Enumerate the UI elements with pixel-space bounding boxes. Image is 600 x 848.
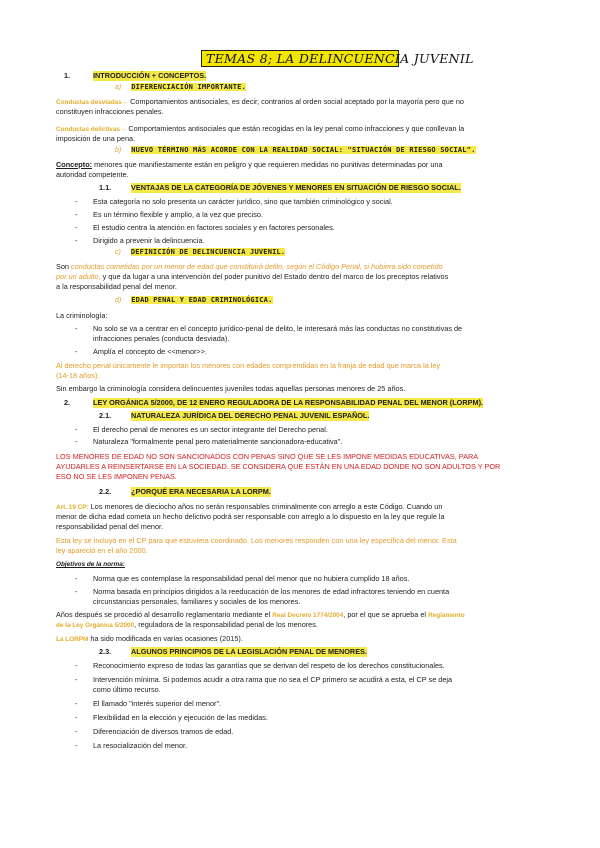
subsection-d-letter: d) (115, 297, 122, 304)
section-1-number: 1. (64, 71, 71, 80)
conductas-desviadas (56, 97, 550, 108)
bullet-dash: - (75, 236, 78, 245)
ventaja-item: Dirigido a prevenir la delincuencia. (93, 236, 205, 245)
section-2-3-title: ALGUNOS PRINCIPIOS DE LA LEGISLACIÓN PENAL DE MENORES. (131, 647, 367, 656)
anos-text-3: , reguladora de la responsabilidad penal de los menores. (134, 620, 318, 629)
conductas-delictivas-cont: imposición de una pena. (56, 134, 136, 143)
real-decreto-label: Real Decreto 1774/2004 (272, 612, 344, 619)
conductas-delictivas-label: Conductas delictivas→ (56, 126, 127, 133)
principio-item: La resocialización del menor. (93, 741, 188, 750)
conductas-desviadas-text: Comportamientos antisociales, es decir, contrarios al orden social aceptado por la mayoría pero que no (128, 97, 464, 106)
bullet-dash: - (75, 699, 78, 708)
objetivos-label (56, 560, 550, 570)
definicion-line-3: a la responsabilidad penal del menor. (56, 282, 177, 291)
subsection-a (115, 83, 246, 93)
bullet-dash: - (75, 347, 78, 356)
red-note-line-2: AYUDARLES A REINSERTARSE EN LA SOCIEDAD. SE CONSIDERA QUE ESTÁN EN UNA EDAD DONDE NO SON ADULTOS Y POR (56, 462, 501, 471)
ventaja-item: El estudio centra la atención en factores sociales y en factores personales. (93, 223, 335, 232)
bullet-dash: - (75, 675, 78, 684)
anos-despues-line-2 (56, 620, 550, 631)
definicion-highlight-2: por un adulto, (56, 272, 101, 281)
subsection-d-title: EDAD PENAL Y EDAD CRIMINOLÓGICA. (131, 296, 273, 304)
bullet-dash: - (75, 425, 78, 434)
derecho-penal-line-2: (14-18 años). (56, 371, 100, 380)
esta-ley-line-1: Esta ley se incluyó en el CP para que estuviera coordinado. Los menores responden con una ley específica del menor. Esta (56, 536, 457, 545)
section-1-title: INTRODUCCIÓN + CONCEPTOS. (93, 71, 207, 80)
principio-item: Diferenciación de diversos tramos de edad. (93, 727, 234, 736)
principio-item: El llamado "interés superior del menor". (93, 699, 222, 708)
definicion-rest: y que da lugar a una intervención del poder punitivo del Estado dentro del marco de los preceptos relativos (100, 272, 449, 281)
concepto-text: menores que manifiestamente están en peligro y que requieren medidas no punitivas determinadas por una (92, 160, 443, 169)
objetivo-item: Norma basada en principios dirigidos a la reeducación de los menores de edad infractores teniendo en cuenta (93, 587, 450, 596)
conductas-desviadas-cont: constituyen infracciones penales. (56, 107, 164, 116)
art19-text: Los menores de dieciocho años no serán responsables criminalmente con arreglo a este Código. Cuando un (88, 502, 443, 511)
section-2-2-title: ¿PORQUÉ ERA NECESARIA LA LORPM. (131, 487, 271, 496)
concepto-line (56, 160, 550, 170)
subsection-c (115, 248, 285, 258)
red-note-line-1: LOS MENORES DE EDAD NO SON SANCIONADOS CON PENAS SINO QUE SE LES IMPONE MEDIDAS EDUCATIVAS, PARA (56, 452, 479, 461)
criminologia-item: Amplía el concepto de <<menor>>. (93, 347, 207, 356)
subsection-b (115, 146, 476, 156)
ley-organica-label: de la Ley Orgánica 5/2000 (56, 622, 135, 629)
section-1-1-number: 1.1. (99, 183, 112, 192)
subsection-c-title: DEFINICIÓN DE DELINCUENCIA JUVENIL. (130, 248, 286, 256)
lorpm-text: ha sido modificada en varias ocasiones (2015). (88, 634, 243, 643)
ventaja-item: Esta categoría no solo presenta un carácter jurídico, sino que también criminológico y social. (93, 197, 393, 206)
bullet-dash: - (75, 324, 78, 333)
bullet-dash: - (75, 587, 78, 596)
definicion-line-2 (56, 272, 550, 282)
objetivos-label-text: Objetivos de la norma: (56, 561, 125, 568)
principio-item: Flexibilidad en la elección y ejecución de las medidas. (93, 713, 268, 722)
objetivo-item: Norma que es contemplase la responsabilidad penal del menor que no hubiera cumplido 18 años. (93, 574, 410, 583)
bullet-dash: - (75, 210, 78, 219)
section-2-2-number: 2.2. (99, 487, 112, 496)
esta-ley-line-2: ley apareció en el año 2000. (56, 546, 148, 555)
objetivo-item-cont: circunstancias personales, familiares y sociales de los menores. (93, 597, 301, 606)
reglamento-label: Reglamento (428, 612, 465, 619)
derecho-penal-line-1: Al derecho penal únicamente le importan los menores con edades comprendidas en la franja de edad que marca la ley (56, 361, 441, 370)
definicion-line-1 (56, 262, 550, 272)
bullet-dash: - (75, 661, 78, 670)
section-1-1-title: VENTAJAS DE LA CATEGORÍA DE JÓVENES Y MENORES EN SITUACIÓN DE RIESGO SOCIAL. (131, 183, 461, 192)
principio-item: Reconocimiento expreso de todas las garantías que se derivan del respeto de los derechos constitucionales. (93, 661, 445, 670)
bullet-dash: - (75, 574, 78, 583)
anos-despues-line-1 (56, 610, 550, 621)
definicion-pre: Son (56, 262, 72, 271)
criminologia-item: No solo se va a centrar en el concepto jurídico-penal de delito, le interesará más las conductas no constitutivas de (93, 324, 463, 333)
bullet-dash: - (75, 197, 78, 206)
art19-label: Art. 19 CP: (56, 504, 89, 511)
art19-line-1 (56, 502, 550, 513)
subsection-d (115, 296, 273, 306)
bullet-dash: - (75, 727, 78, 736)
definicion-highlight: conductas cometidas por un menor de edad que constituirá delito, según el Código Penal, si hubiera sido cometido (71, 262, 443, 271)
section-2-3-number: 2.3. (99, 647, 112, 656)
principio-item-cont: como último recurso. (93, 685, 161, 694)
criminologia-intro: La criminología: (56, 311, 108, 320)
bullet-dash: - (75, 223, 78, 232)
naturaleza-item: Naturaleza "formalmente penal pero materialmente sancionadora-educativa". (93, 437, 343, 446)
bullet-dash: - (75, 741, 78, 750)
concepto-label: Concepto: (56, 160, 93, 169)
concepto-cont: autoridad competente. (56, 170, 129, 179)
subsection-b-letter: b) (115, 147, 122, 154)
anos-text-2: , por el que se aprueba el (343, 610, 429, 619)
ventaja-item: Es un término flexible y amplio, a la vez que preciso. (93, 210, 263, 219)
title-bar (0, 50, 600, 68)
section-2-number: 2. (64, 398, 71, 407)
document-title: TEMAS 8; LA DELINCUENCIA JUVENIL (201, 50, 399, 67)
lorpm-label: La LORPM (56, 636, 89, 643)
subsection-b-title: NUEVO TÉRMINO MÁS ACORDE CON LA REALIDAD SOCIAL: "SITUACIÓN DE RIESGO SOCIAL". (131, 146, 476, 154)
section-2-1-title: NATURALEZA JURÍDICA DEL DERECHO PENAL JUVENIL ESPAÑOL. (131, 411, 370, 420)
sin-embargo-line: Sin embargo la criminología considera delincuentes juveniles todas aquellas personas menores de 25 años. (56, 384, 406, 393)
art19-line-3: responsabilidad penal del menor. (56, 522, 164, 531)
bullet-dash: - (75, 437, 78, 446)
art19-line-2: menor de dicha edad cometa un hecho delictivo podrá ser responsable con arreglo a lo dispuesto en la ley que regule la (56, 512, 445, 521)
section-2-1-number: 2.1. (99, 411, 112, 420)
subsection-a-letter: a) (115, 84, 122, 91)
anos-text-1: Años después se procedió al desarrollo reglamentario mediante el (56, 610, 273, 619)
criminologia-item-cont: infracciones penales (conducta desviada). (93, 334, 230, 343)
red-note-line-3: ESO NO SE LES IMPONEN PENAS. (56, 472, 177, 481)
principio-item: Intervención mínima. Si podemos acudir a otra rama que no sea el CP primero se acudirá a esta, el CP se deja (93, 675, 453, 684)
subsection-a-title: DIFERENCIACIÓN IMPORTANTE. (131, 83, 247, 91)
conductas-delictivas-text: Comportamientos antisociales que están recogidas en la ley penal como infracciones y que conllevan la (126, 124, 465, 133)
subsection-c-letter: c) (115, 249, 121, 256)
lorpm-line (56, 634, 550, 645)
conductas-desviadas-label: Conductas desviadas→ (56, 99, 129, 106)
section-2-title: LEY ORGÁNICA 5/2000, DE 12 ENERO REGULADORA DE LA RESPONSABILIDAD PENAL DEL MENOR (LORPM). (93, 398, 484, 407)
conductas-delictivas (56, 124, 550, 135)
bullet-dash: - (75, 713, 78, 722)
naturaleza-item: El derecho penal de menores es un sector integrante del Derecho penal. (93, 425, 328, 434)
